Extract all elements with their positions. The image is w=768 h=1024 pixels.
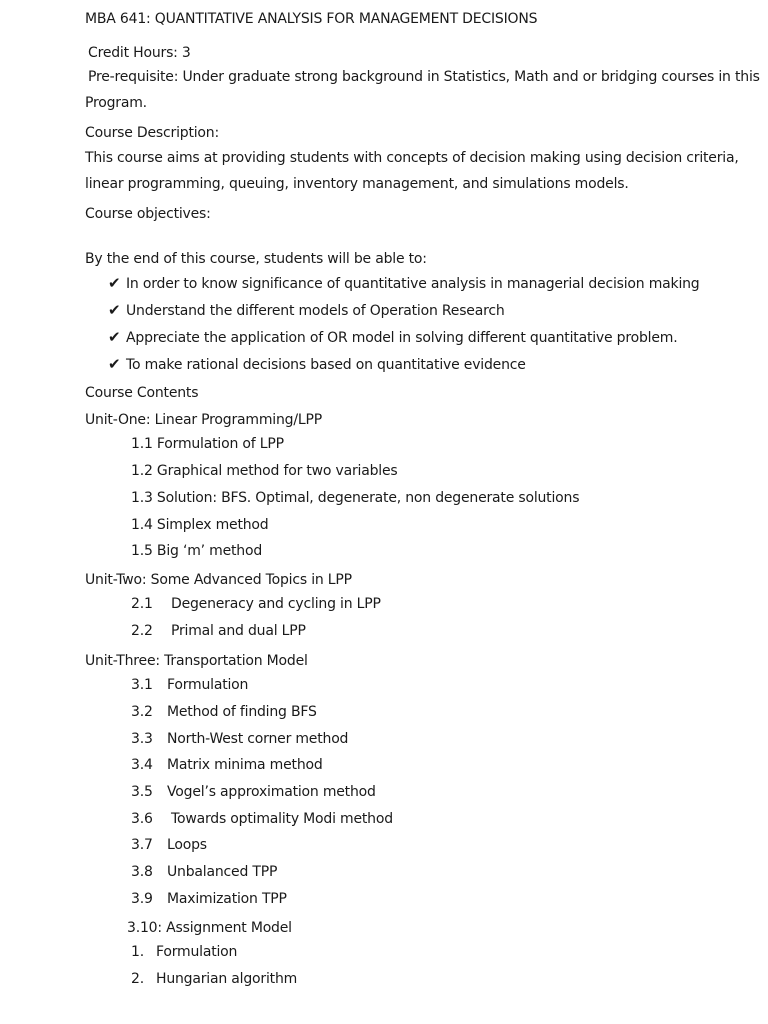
objectives-intro: By the end of this course, students will be able to: xyxy=(85,251,427,267)
item-number: 3.5 xyxy=(131,784,153,800)
objectives-heading: Course objectives: xyxy=(85,206,211,222)
objective-text: To make rational decisions based on quantitative evidence xyxy=(126,357,526,373)
list-item xyxy=(108,357,526,372)
list-item xyxy=(108,276,700,291)
objective-text: In order to know significance of quantitative analysis in managerial decision making xyxy=(126,276,700,292)
item-text: Formulation xyxy=(167,677,249,693)
list-item: 1.4 Simplex method xyxy=(131,517,269,533)
item-text: Hungarian algorithm xyxy=(156,971,298,987)
contents-heading: Course Contents xyxy=(85,385,199,401)
item-number: 3.8 xyxy=(131,864,153,880)
list-item xyxy=(131,732,348,746)
list-item xyxy=(131,865,277,879)
unit-one-title: Unit-One: Linear Programming/LPP xyxy=(85,412,322,428)
prerequisite-line-2: Program. xyxy=(85,95,147,111)
item-text: North-West corner method xyxy=(167,731,349,747)
item-number: 3.7 xyxy=(131,837,153,853)
item-number: 3.1 xyxy=(131,677,153,693)
item-number: 3.6 xyxy=(131,811,153,827)
list-item xyxy=(108,303,505,318)
objective-text: Appreciate the application of OR model in solving different quantitative problem. xyxy=(126,330,678,346)
item-number: 3.2 xyxy=(131,704,153,720)
unit-three-title: Unit-Three: Transportation Model xyxy=(85,653,308,669)
list-item xyxy=(131,812,393,826)
checkmark-icon: ✔ xyxy=(108,328,121,346)
credit-hours: Credit Hours: 3 xyxy=(88,45,191,61)
description-line-2: linear programming, queuing, inventory management, and simulations models. xyxy=(85,176,629,192)
checkmark-icon: ✔ xyxy=(108,301,121,319)
item-text: Towards optimality Modi method xyxy=(171,811,393,827)
list-item xyxy=(131,892,287,906)
list-item: 1.3 Solution: BFS. Optimal, degenerate, non degenerate solutions xyxy=(131,490,580,506)
unit-two-title: Unit-Two: Some Advanced Topics in LPP xyxy=(85,572,352,588)
item-text: Vogel’s approximation method xyxy=(167,784,376,800)
item-text: Primal and dual LPP xyxy=(171,623,306,639)
list-item: 1.1 Formulation of LPP xyxy=(131,436,284,452)
item-number: 1. xyxy=(131,944,144,960)
list-item xyxy=(131,945,237,959)
list-item xyxy=(131,758,323,772)
objective-text: Understand the different models of Operation Research xyxy=(126,303,505,319)
item-number: 2.1 xyxy=(131,596,153,612)
item-text: Unbalanced TPP xyxy=(167,864,278,880)
list-item: 1.5 Big ‘m’ method xyxy=(131,543,262,559)
list-item: 1.2 Graphical method for two variables xyxy=(131,463,398,479)
list-item xyxy=(131,597,381,611)
item-text: Loops xyxy=(167,837,207,853)
item-number: 3.9 xyxy=(131,891,153,907)
course-title: MBA 641: QUANTITATIVE ANALYSIS FOR MANAGEMENT DECISIONS xyxy=(85,11,538,27)
description-line-1: This course aims at providing students with concepts of decision making using decision criteria, xyxy=(85,150,739,166)
item-text: Degeneracy and cycling in LPP xyxy=(171,596,381,612)
item-number: 3.3 xyxy=(131,731,153,747)
list-item xyxy=(131,972,297,986)
assignment-model-title: 3.10: Assignment Model xyxy=(127,920,292,936)
list-item xyxy=(108,330,677,345)
item-number: 2.2 xyxy=(131,623,153,639)
list-item xyxy=(131,705,317,719)
prerequisite-line-1: Pre-requisite: Under graduate strong background in Statistics, Math and or bridging courses in this xyxy=(88,69,760,85)
item-text: Maximization TPP xyxy=(167,891,287,907)
item-text: Matrix minima method xyxy=(167,757,323,773)
list-item xyxy=(131,838,207,852)
list-item xyxy=(131,624,306,638)
description-heading: Course Description: xyxy=(85,125,219,141)
checkmark-icon: ✔ xyxy=(108,355,121,373)
item-number: 3.4 xyxy=(131,757,153,773)
item-number: 2. xyxy=(131,971,144,987)
item-text: Method of finding BFS xyxy=(167,704,317,720)
checkmark-icon: ✔ xyxy=(108,274,121,292)
item-text: Formulation xyxy=(156,944,238,960)
list-item xyxy=(131,785,376,799)
list-item xyxy=(131,678,248,692)
